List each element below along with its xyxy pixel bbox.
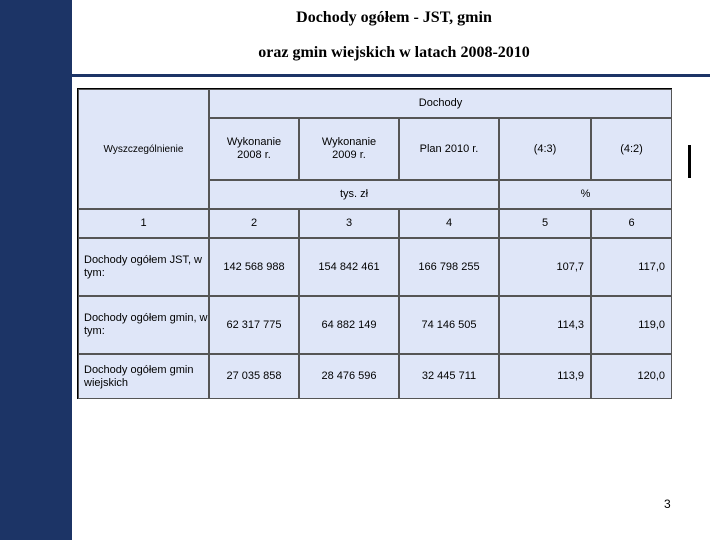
row-label-gmin-wiejskich: Dochody ogółem gmin wiejskich xyxy=(78,354,209,399)
page-number: 3 xyxy=(664,497,671,511)
ratio-4-2-gmin: 119,0 xyxy=(591,296,672,354)
revenue-table xyxy=(77,88,672,399)
value-plan-2010-gmin: 74 146 505 xyxy=(399,296,499,354)
row-label-gmin: Dochody ogółem gmin, w tym: xyxy=(78,296,209,354)
header-wykonanie-2008: Wykonanie 2008 r. xyxy=(209,118,299,180)
slide-title-line1: Dochody ogółem - JST, gmin xyxy=(296,9,492,26)
ratio-4-2-jst: 117,0 xyxy=(591,238,672,296)
value-2009-gmin-wiejskich: 28 476 596 xyxy=(299,354,399,399)
col-number-1: 1 xyxy=(78,209,209,238)
title-rule xyxy=(25,74,710,77)
row-label-jst: Dochody ogółem JST, w tym: xyxy=(78,238,209,296)
col-number-3: 3 xyxy=(299,209,399,238)
unit-pln: tys. zł xyxy=(209,180,499,209)
value-plan-2010-gmin-wiejskich: 32 445 711 xyxy=(399,354,499,399)
header-wykonanie-2009: Wykonanie 2009 r. xyxy=(299,118,399,180)
header-ratio-4-2: (4:2) xyxy=(591,118,672,180)
vertical-marker xyxy=(688,145,691,178)
ratio-4-2-gmin-wiejskich: 120,0 xyxy=(591,354,672,399)
value-2009-gmin: 64 882 149 xyxy=(299,296,399,354)
header-ratio-4-3: (4:3) xyxy=(499,118,591,180)
ratio-4-3-gmin: 114,3 xyxy=(499,296,591,354)
col-number-6: 6 xyxy=(591,209,672,238)
ratio-4-3-jst: 107,7 xyxy=(499,238,591,296)
value-2008-jst: 142 568 988 xyxy=(209,238,299,296)
value-plan-2010-jst: 166 798 255 xyxy=(399,238,499,296)
value-2009-jst: 154 842 461 xyxy=(299,238,399,296)
ratio-4-3-gmin-wiejskich: 113,9 xyxy=(499,354,591,399)
header-plan-2010: Plan 2010 r. xyxy=(399,118,499,180)
col-number-4: 4 xyxy=(399,209,499,238)
header-wyszczegolnienie: Wyszczególnienie xyxy=(78,89,209,209)
unit-percent: % xyxy=(499,180,672,209)
value-2008-gmin-wiejskich: 27 035 858 xyxy=(209,354,299,399)
header-dochody: Dochody xyxy=(209,89,672,118)
sidebar-bar xyxy=(0,0,72,540)
value-2008-gmin: 62 317 775 xyxy=(209,296,299,354)
col-number-5: 5 xyxy=(499,209,591,238)
col-number-2: 2 xyxy=(209,209,299,238)
slide-title-line2: oraz gmin wiejskich w latach 2008-2010 xyxy=(258,44,530,61)
